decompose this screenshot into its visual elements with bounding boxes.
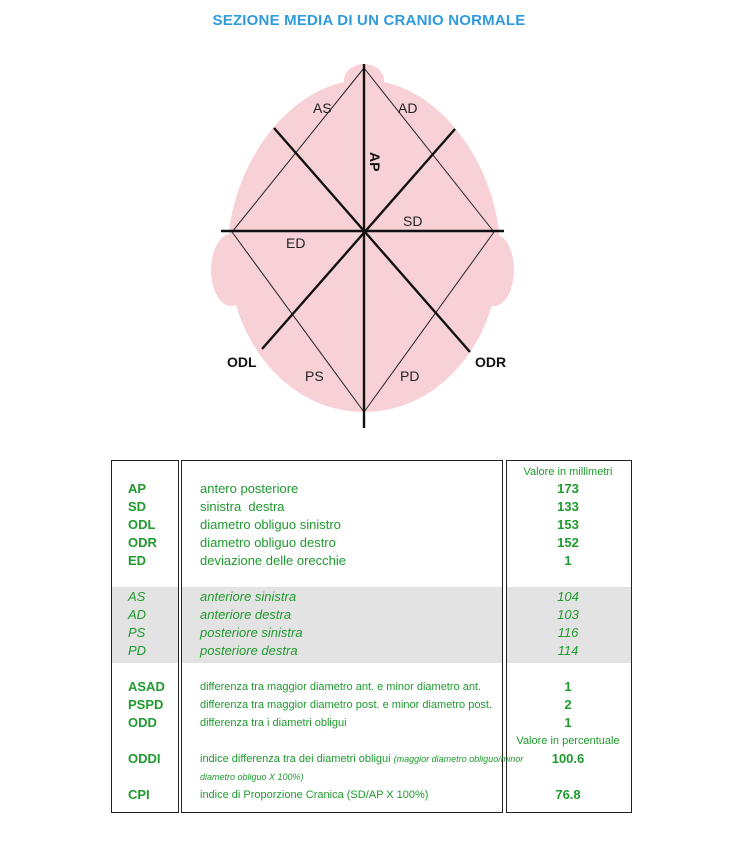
- table-row-oddi-cont: [0, 768, 738, 786]
- row-desc: diametro obliguo sinistro: [200, 517, 341, 532]
- table-row: [0, 534, 738, 552]
- row-desc: differenza tra maggior diametro ant. e minor diametro ant.: [200, 681, 482, 693]
- page-title: SEZIONE MEDIA DI UN CRANIO NORMALE: [212, 12, 526, 29]
- row-value: 100.6: [551, 751, 585, 766]
- row-abbr: PD: [128, 643, 147, 658]
- row-abbr: SD: [128, 499, 147, 514]
- table-row: [0, 678, 738, 696]
- row-value: 103: [557, 607, 579, 622]
- row-value: 116: [557, 625, 579, 640]
- row-value: 1: [564, 715, 572, 730]
- row-desc: indice di Proporzione Cranica (SD/AP X 100%): [200, 789, 429, 801]
- row-desc: deviazione delle orecchie: [200, 553, 346, 568]
- table-row: [0, 588, 738, 606]
- row-abbr: AD: [128, 607, 147, 622]
- header-mm: Valore in millimetri: [523, 466, 613, 478]
- row-desc: differenza tra i diametri obligui: [200, 717, 347, 729]
- label-as: AS: [313, 100, 332, 116]
- row-abbr: ODD: [128, 715, 157, 730]
- table-row: [0, 516, 738, 534]
- row-desc: anteriore sinistra: [200, 589, 297, 604]
- table-row: [0, 498, 738, 516]
- row-abbr: AS: [128, 589, 146, 604]
- row-value: 76.8: [555, 787, 581, 802]
- row-desc: posteriore destra: [200, 643, 298, 658]
- table-row: [0, 624, 738, 642]
- label-pd: PD: [400, 368, 420, 384]
- row-abbr: PSPD: [128, 697, 164, 712]
- row-value: 1: [564, 553, 572, 568]
- label-odr: ODR: [475, 354, 507, 370]
- row-desc: [200, 750, 523, 768]
- table-row: [0, 552, 738, 570]
- row-desc: posteriore sinistra: [200, 625, 303, 640]
- table-row-oddi: [0, 750, 738, 768]
- header-pct: Valore in percentuale: [516, 735, 620, 747]
- row-value: 114: [557, 643, 579, 658]
- row-abbr: AP: [128, 481, 147, 496]
- row-value: 153: [557, 517, 579, 532]
- row-abbr: ED: [128, 553, 147, 568]
- row-value: 2: [564, 697, 572, 712]
- label-odl: ODL: [227, 354, 257, 370]
- table-row: [0, 714, 738, 732]
- table-row: [0, 696, 738, 714]
- row-desc: differenza tra maggior diametro post. e minor diametro post.: [200, 699, 493, 711]
- label-ap: AP: [367, 152, 383, 172]
- table-row: [0, 480, 738, 498]
- row-value: 1: [564, 679, 572, 694]
- label-ad: AD: [398, 100, 418, 116]
- table-row: [0, 642, 738, 660]
- row-abbr: ODR: [128, 535, 157, 550]
- row-abbr: CPI: [128, 787, 150, 802]
- oddi-desc: indice differenza tra dei diametri obligui: [200, 753, 391, 765]
- row-desc: antero posteriore: [200, 481, 299, 496]
- row-value: 104: [557, 589, 579, 604]
- label-ps: PS: [305, 368, 324, 384]
- row-abbr: PS: [128, 625, 146, 640]
- table-row: [0, 606, 738, 624]
- row-desc: sinistra destra: [200, 499, 285, 514]
- row-value: 133: [557, 499, 579, 514]
- row-abbr: ASAD: [128, 679, 165, 694]
- row-abbr: ODL: [128, 517, 156, 532]
- row-abbr: ODDI: [128, 751, 161, 766]
- row-desc: anteriore destra: [200, 607, 292, 622]
- oddi-note-line2: diametro obliguo X 100%): [200, 772, 304, 782]
- label-sd: SD: [403, 213, 423, 229]
- row-value: 152: [557, 535, 579, 550]
- row-desc: diametro obliguo destro: [200, 535, 336, 550]
- oddi-note-line1: (maggior diametro obliguo/minor: [393, 754, 524, 764]
- row-value: 173: [557, 481, 579, 496]
- table-row-cpi: [0, 786, 738, 804]
- label-ed: ED: [286, 235, 306, 251]
